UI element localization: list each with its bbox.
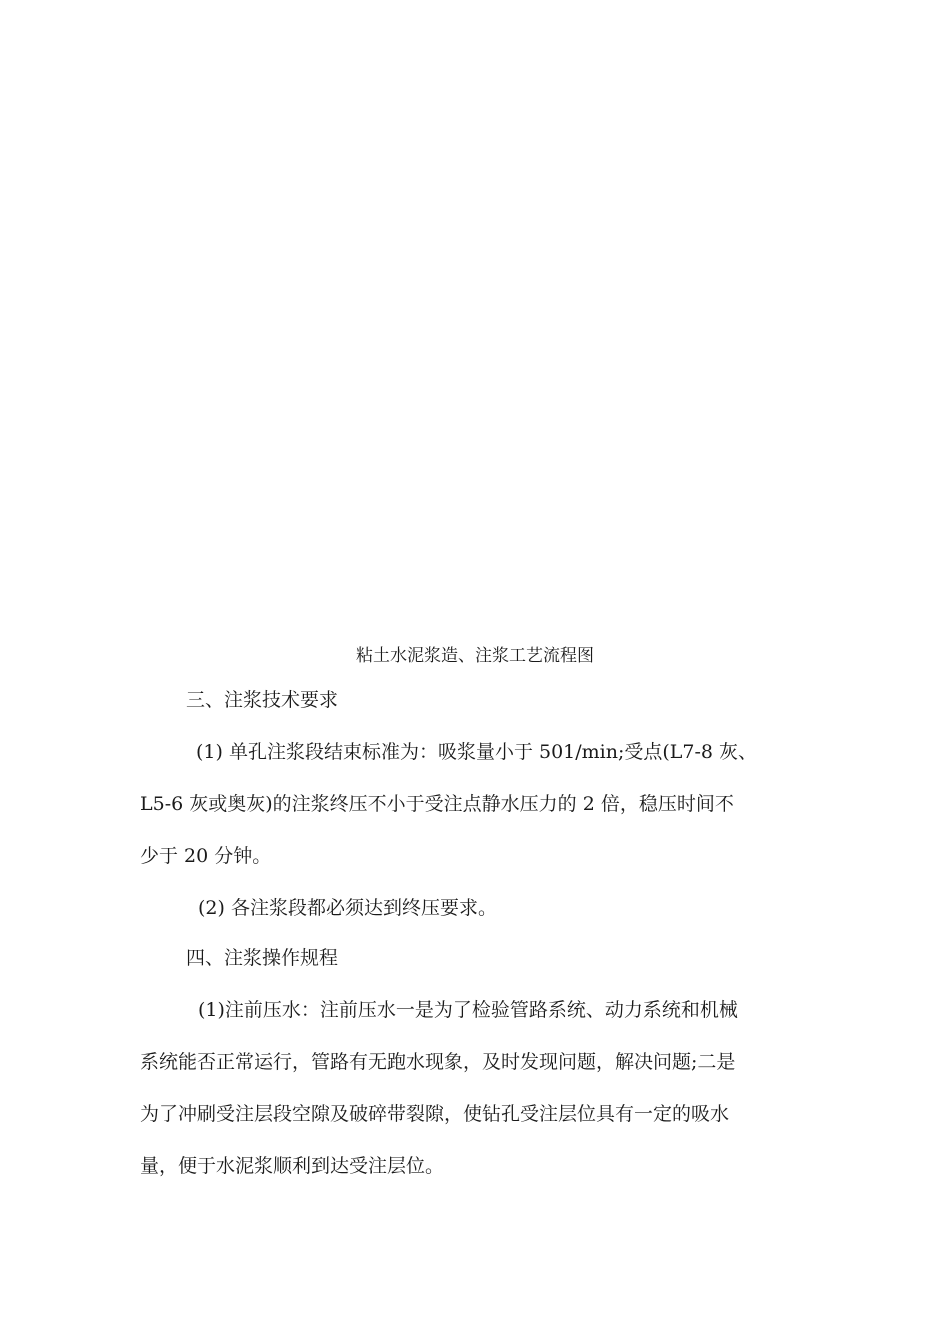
figure-caption: 粘土水泥浆造、注浆工艺流程图 [356,646,594,666]
paragraph-line: (1)注前压水：注前压水一是为了检验管路系统、动力系统和机械 [198,999,738,1021]
paragraph-line: 为了冲刷受注层段空隙及破碎带裂隙，使钻孔受注层位具有一定的吸水 [140,1103,730,1125]
paragraph-line: 量，便于水泥浆顺利到达受注层位。 [140,1155,445,1177]
paragraph-line: 系统能否正常运行，管路有无跑水现象，及时发现问题，解决问题;二是 [140,1051,736,1073]
paragraph-line: (1) 单孔注浆段结束标准为：吸浆量小于 501/min;受点(L7-8 灰、 [196,741,758,763]
paragraph-line: L5-6 灰或奥灰)的注浆终压不小于受注点静水压力的 2 倍，稳压时间不 [140,793,734,815]
section-heading-4: 四、注浆操作规程 [186,947,339,969]
paragraph-line: (2) 各注浆段都必须达到终压要求。 [198,897,497,919]
section-heading-3: 三、注浆技术要求 [186,689,339,711]
paragraph-line: 少于 20 分钟。 [140,845,272,867]
